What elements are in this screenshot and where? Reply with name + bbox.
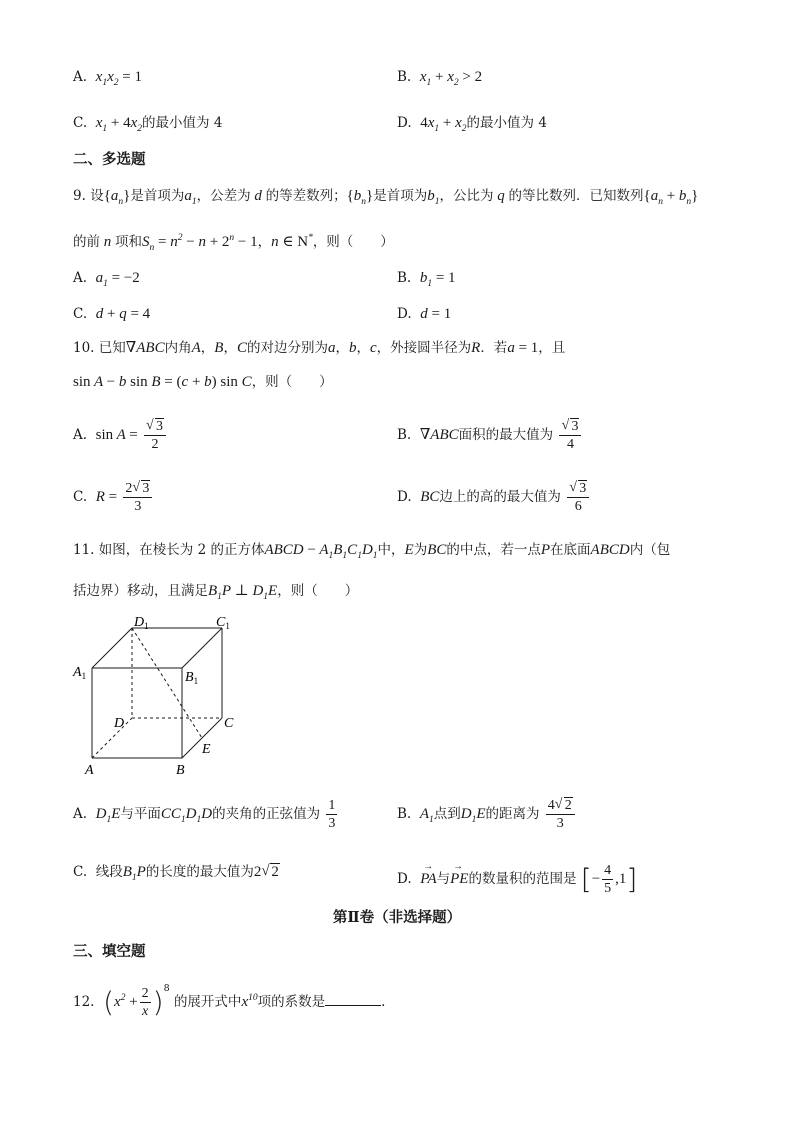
label-D: D (114, 716, 125, 731)
q10-stem-line1: 10. 已知∇ABC内角A，B，C的对边分别为a，b，c，外接圆半径为R．若a = 1，且 (73, 340, 566, 356)
label-B1: $B_1$ (185, 670, 199, 686)
q11-stem-line2: 括边界）移动，且满足$B_1P$ ⊥ $D_1E$，则（ ） (73, 583, 359, 602)
label-B: B (176, 763, 185, 778)
q9-stem-line2: 的前 n 项和$S_n = n^2 - n + 2^n - 1$，n ∈ N*，则（ ） (73, 233, 394, 253)
q9-option-b: B. $b_1 = 1$ (397, 270, 456, 289)
label-D1: $D_1$ (134, 615, 149, 631)
answer-blank[interactable] (325, 993, 381, 1006)
q10-option-b: B. ∇ABC面积的最大值为 √ $\frac{3}{4}$ (397, 418, 583, 453)
math: $x_1x_2 = 1$ (95, 69, 142, 88)
section-heading-fill-blank: 三、填空题 (73, 943, 146, 960)
q8-option-c (73, 113, 222, 139)
option-letter: B. (397, 69, 412, 85)
option-letter: D. (397, 115, 412, 131)
option-letter: C. (73, 115, 88, 131)
label-E: E (202, 742, 211, 757)
q9-stem-line1: 9. 设$\{a_n\}$是首项为$a_1$，公差为 d 的等差数列；$\{b_n\}$是首项为$b_1$，公比为 q 的等比数列．已知数列$\{a_n + b_n\}$ (73, 188, 699, 207)
q11-option-c: C. 线段$B_1P$的长度的最大值为2√ 2 (73, 862, 280, 888)
part-two-heading: 第Ⅱ卷（非选择题） (332, 909, 462, 926)
label-A: A (85, 763, 94, 778)
math: $x_1 + x_2 > 2$ (419, 69, 483, 88)
math: $x_1 + 4x_2$ (95, 115, 143, 134)
q8-option-a (73, 67, 142, 93)
section-heading-multi-choice: 二、多选题 (73, 151, 146, 168)
q9-option-a: A. $a_1 = -2$ (73, 270, 140, 289)
math: $4x_1 + x_2$ (420, 115, 467, 134)
label-A1: $A_1$ (73, 665, 87, 681)
q10-option-d: D. BC边上的高的最大值为 √ $\frac{3}{6}$ (397, 480, 591, 515)
option-letter: A. (73, 69, 88, 85)
q11-option-a: A. $D_1E$与平面$CC_1D_1D$的夹角的正弦值为 $\frac{1}{3}$ (73, 798, 336, 831)
q8-option-d (397, 113, 547, 139)
q10-option-c: C. R = $\frac{2√ 3}{3}$ (73, 480, 154, 515)
q10-stem-line2: sin A − b sin B = (c + b) sin C，则（ ） (73, 374, 333, 390)
option-text: 的最小值为 4 (142, 115, 223, 131)
q11-stem-line1: 11. 如图，在棱长为 2 的正方体ABCD − $A_1B_1C_1D_1$中，E为BC的中点，若一点P在底面ABCD内（包 (73, 542, 671, 561)
q9-option-d: D. d = 1 (397, 306, 452, 322)
q8-option-b (397, 67, 482, 93)
q11-option-b: B. $A_1$点到$D_1E$的距离为 $\frac{4√ 2}{3}$ (397, 797, 577, 832)
q9-option-c: C. d + q = 4 (73, 306, 151, 322)
q12-stem: 12. ($x^2$ + $\frac{2}{x}$ )$^8$ 的展开式中$x^{10}$项的系数是 . (73, 982, 386, 1019)
q11-option-d: D. → PA与→ PE的数量积的范围是 [− $\frac{4}{5}$ ,1] (397, 862, 637, 897)
label-C: C (224, 716, 234, 731)
cube-figure (70, 610, 250, 780)
q10-option-a: A. sin A = √ $\frac{3}{2}$ (73, 418, 168, 453)
option-text: 的最小值为 4 (466, 115, 547, 131)
label-C1: $C_1$ (216, 615, 230, 631)
